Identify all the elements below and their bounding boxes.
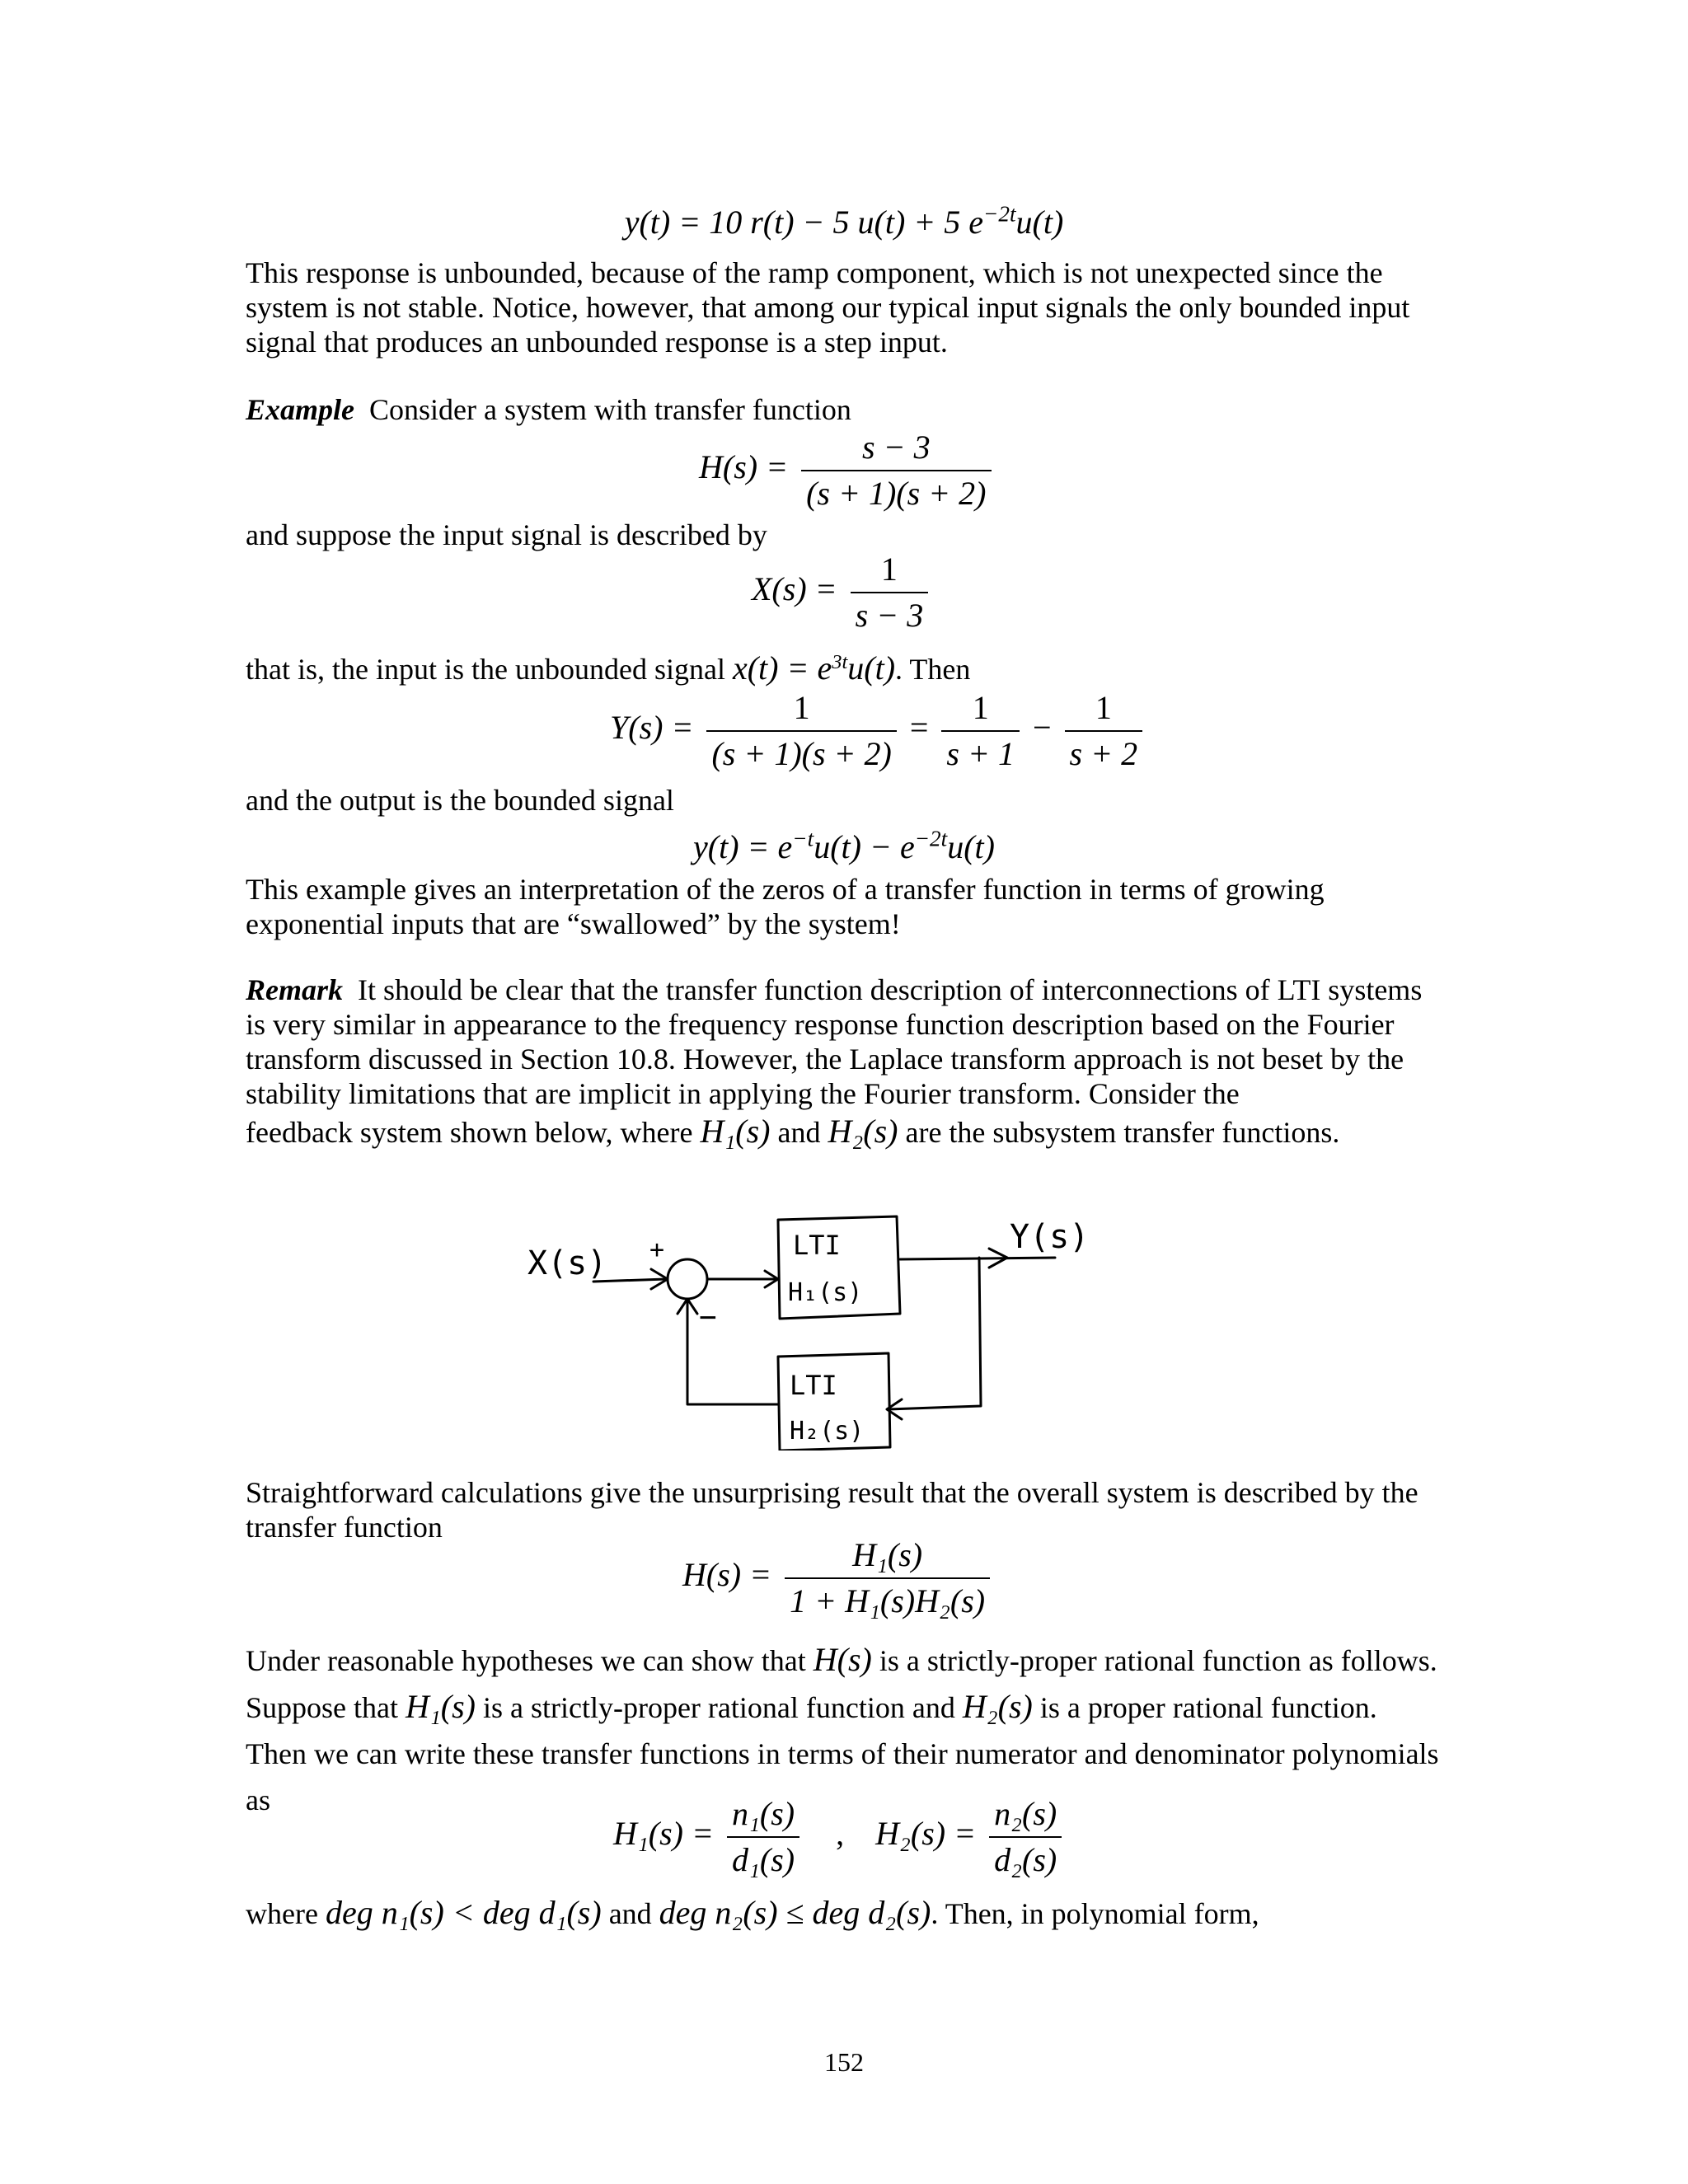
diagram-minus-sign: − <box>699 1301 717 1334</box>
paragraph-3 <box>246 651 1482 687</box>
remark-last-post: are the subsystem transfer functions. <box>898 1116 1340 1149</box>
eqY-num2: 1 <box>972 689 989 726</box>
eqY-fraction-1 <box>706 689 896 773</box>
eqH-fraction <box>801 429 991 513</box>
feedback-down-line <box>889 1258 981 1409</box>
para3-pre: that is, the input is the unbounded signal <box>246 653 733 686</box>
eqH-num: s − 3 <box>862 429 931 466</box>
example-label: Example <box>246 393 354 426</box>
para3-sup: 3t <box>832 651 848 673</box>
eqY-num3: 1 <box>1095 689 1112 726</box>
remark-label: Remark <box>246 973 344 1006</box>
paragraph-6 <box>246 1475 1432 1544</box>
remark-h2: H₂(s) <box>828 1113 898 1150</box>
para3-math-b: u(t) <box>847 649 896 687</box>
equation-H-feedback <box>682 1536 995 1620</box>
eqnd-num2: n₂(s) <box>994 1795 1057 1832</box>
equation-X <box>752 551 933 635</box>
block1-top-label: LTI <box>793 1230 841 1261</box>
eqHfb-den: 1 + H₁(s)H₂(s) <box>785 1577 990 1620</box>
eqY-minus: − <box>1032 709 1052 747</box>
eqy2-sup2: −2t <box>914 826 948 851</box>
eqHfb-lhs: H(s) = <box>682 1556 772 1594</box>
eqnd-fraction-2 <box>989 1795 1062 1879</box>
para4-text: and the output is the bounded signal <box>246 784 674 817</box>
para1-text: This response is unbounded, because of the ramp component, which is not unexpected since the system is not stable. Notice, however, that among our typical input signals the only bounded input signal that produces an unbounded response is a step input. <box>246 256 1410 359</box>
paragraph-1 <box>246 255 1432 359</box>
block2-top-label: LTI <box>790 1370 837 1401</box>
diagram-plus-sign: + <box>649 1235 665 1264</box>
equation-y-ramp <box>0 203 1688 241</box>
para7-d: is a proper rational function. Then we can write these transfer functions in terms of their numerator and denominator polynomials as <box>246 1691 1439 1816</box>
eqX-num: 1 <box>880 551 898 588</box>
example-text: Consider a system with transfer function <box>369 393 851 426</box>
equation-numerator-denominator <box>613 1795 1067 1879</box>
para6-text: Straightforward calculations give the unsurprising result that the overall system is described by the transfer function <box>246 1476 1418 1544</box>
para7-b: is a strictly-proper rational function as follows. Suppose that <box>246 1644 1437 1724</box>
summing-junction <box>668 1259 707 1299</box>
eqY-den3: s + 2 <box>1065 730 1143 773</box>
para2-text: and suppose the input signal is described by <box>246 518 767 551</box>
para8-c: . Then, in polynomial form, <box>931 1897 1259 1930</box>
para5-text: This example gives an interpretation of the zeros of a transfer function in terms of growing exponential inputs that are “swallowed” by the system! <box>246 873 1325 940</box>
remark-last-pre: feedback system shown below, where <box>246 1116 701 1149</box>
eqnd-num1: n₁(s) <box>732 1795 795 1832</box>
eqnd-fraction-1 <box>727 1795 799 1879</box>
eqY-fraction-2 <box>941 689 1020 773</box>
remark-text: It should be clear that the transfer function description of interconnections of LTI systems is very similar in appearance to the frequency response function description based on the Fourier transform discussed in Section 10.8. However, the Laplace transform approach is not beset by the stability limitations that are implicit in applying the Fourier transform. Consider the <box>246 973 1423 1110</box>
eqnd-den2: d₂(s) <box>989 1836 1062 1879</box>
eqy2-a: y(t) = e <box>693 828 793 865</box>
h1-output-line <box>900 1258 1055 1259</box>
eqY-fraction-3 <box>1065 689 1143 773</box>
eqY-equals: = <box>909 709 929 747</box>
eqX-lhs: X(s) = <box>752 570 837 608</box>
eqY-num1: 1 <box>793 689 810 726</box>
eqH-lhs: H(s) = <box>699 448 789 486</box>
para8-a: where <box>246 1897 326 1930</box>
para3-post: . Then <box>895 653 971 686</box>
diagram-output-label: Y(s) <box>1010 1218 1090 1256</box>
block2-bottom-label: H₂(s) <box>790 1417 865 1446</box>
page-number: 152 <box>824 2047 864 2077</box>
block1-bottom-label: H₁(s) <box>788 1278 863 1307</box>
remark-h1: H₁(s) <box>700 1113 771 1150</box>
eqY-lhs: Y(s) = <box>610 709 694 747</box>
para8-m2: deg n₂(s) ≤ deg d₂(s) <box>659 1894 931 1931</box>
eq1-rhs: u(t) <box>1015 204 1064 241</box>
equation-y-output <box>0 827 1688 866</box>
remark-paragraph <box>246 972 1432 1150</box>
paragraph-5 <box>246 872 1432 941</box>
eqX-den: s − 3 <box>851 592 929 635</box>
para8-b: and <box>601 1897 659 1930</box>
eqY-den1: (s + 1)(s + 2) <box>706 730 896 773</box>
eqy2-sup1: −t <box>792 826 814 851</box>
para7-hs: H(s) <box>813 1641 872 1678</box>
eqy2-b: u(t) − e <box>814 828 915 865</box>
eqHfb-num: H₁(s) <box>852 1536 923 1573</box>
equation-Y <box>610 689 1147 773</box>
eqnd-den1: d₁(s) <box>727 1836 799 1879</box>
paragraph-8 <box>246 1896 1482 1931</box>
eqX-fraction <box>851 551 929 635</box>
paragraph-2 <box>246 518 1432 552</box>
eq1-lhs: y(t) = 10 r(t) − 5 u(t) + 5 e <box>624 204 984 241</box>
eqnd-lhs2: H₂(s) = <box>875 1815 977 1853</box>
para3-math-a: x(t) = e <box>732 649 832 687</box>
eqnd-separator: , <box>836 1815 845 1853</box>
eqY-den2: s + 1 <box>941 730 1020 773</box>
para7-h1: H₁(s) <box>406 1688 476 1725</box>
para8-m1: deg n₁(s) < deg d₁(s) <box>325 1894 602 1931</box>
remark-and: and <box>770 1116 828 1149</box>
diagram-input-label: X(s) <box>528 1244 607 1282</box>
para7-h2: H₂(s) <box>962 1688 1033 1725</box>
para7-c: is a strictly-proper rational function and <box>476 1691 963 1724</box>
equation-H <box>699 429 996 513</box>
feedback-block-diagram <box>528 1203 1121 1451</box>
example-heading <box>246 392 1432 427</box>
eqnd-lhs1: H₁(s) = <box>613 1815 714 1853</box>
para7-a: Under reasonable hypotheses we can show that <box>246 1644 814 1677</box>
paragraph-4 <box>246 783 1432 818</box>
eqH-den: (s + 1)(s + 2) <box>801 470 991 513</box>
eqHfb-fraction <box>785 1536 990 1620</box>
eqy2-c: u(t) <box>947 828 995 865</box>
eq1-sup: −2t <box>983 201 1016 227</box>
